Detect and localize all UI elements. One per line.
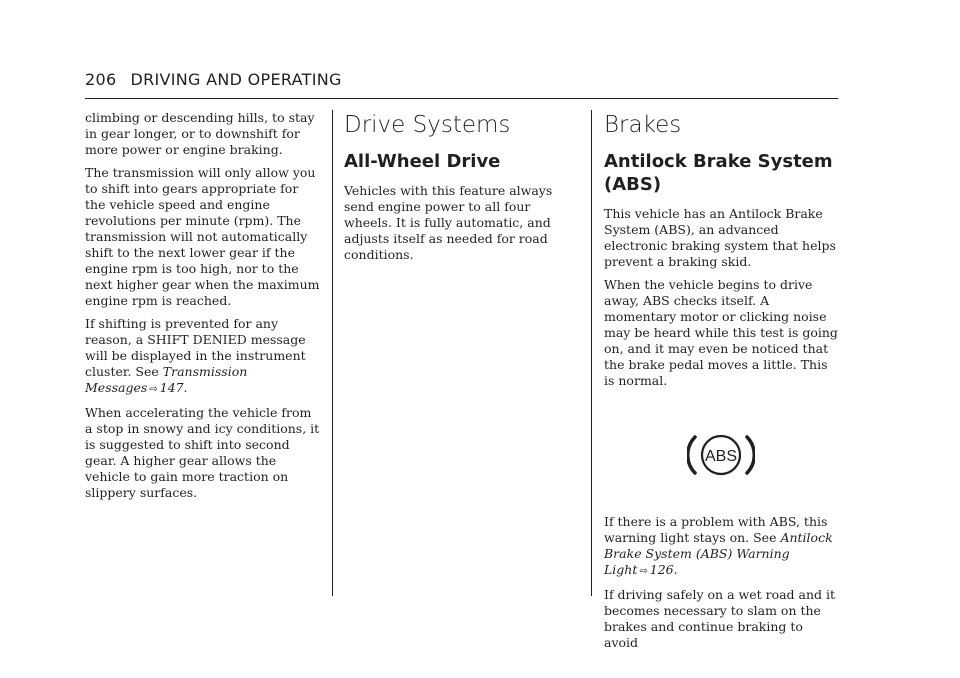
xref-page-number[interactable]: 126	[649, 562, 674, 577]
page-number: 206	[85, 70, 117, 89]
paragraph: Vehicles with this feature always send engine power to all four wheels. It is fully automatic, and adjusts itself as needed for road conditions.	[344, 183, 553, 262]
paragraph-with-xref	[85, 316, 321, 398]
column-2	[344, 110, 576, 270]
page-ref-arrow-icon: ⇨	[639, 566, 648, 577]
column-divider-2	[591, 110, 592, 596]
column-3	[604, 110, 838, 658]
paragraph: If driving safely on a wet road and it becomes necessary to slam on the brakes and continue braking to avoid	[604, 587, 836, 650]
xref-transmission-messages[interactable]: Transmission Messages	[85, 364, 248, 395]
column-divider-1	[332, 110, 333, 596]
page-ref-arrow-icon: ⇨	[149, 384, 158, 395]
subheading-abs: Antilock Brake System (ABS)	[604, 151, 833, 195]
paragraph-text: If shifting is prevented for any reason, a SHIFT DENIED message will be displayed in the instrument cluster. See	[85, 316, 306, 379]
xref-abs-warning-light[interactable]: Antilock Brake System (ABS) Warning Light	[604, 530, 833, 577]
paragraph: When accelerating the vehicle from a stop in snowy and icy conditions, it is suggested to shift into second gear. A higher gear allows the vehicle to gain more traction on slippery surfaces.	[85, 405, 320, 500]
column-1	[85, 110, 321, 508]
abs-icon-label: ABS	[704, 448, 738, 465]
paragraph: climbing or descending hills, to stay in gear longer, or to downshift for more power or engine braking.	[85, 110, 315, 157]
section-title: DRIVING AND OPERATING	[130, 70, 342, 89]
period: .	[183, 380, 188, 395]
paragraph-with-xref	[604, 514, 838, 580]
period: .	[673, 562, 678, 577]
section-heading-brakes: Brakes	[604, 112, 682, 138]
xref-page-number[interactable]: 147	[159, 380, 184, 395]
paragraph: This vehicle has an Antilock Brake System (ABS), an advanced electronic braking system that helps prevent a braking skid.	[604, 206, 836, 269]
page-header	[85, 70, 342, 89]
header-rule	[85, 98, 838, 99]
abs-icon-container	[604, 396, 838, 514]
section-heading-drive-systems: Drive Systems	[344, 112, 511, 138]
abs-warning-light-icon	[687, 430, 755, 480]
paragraph: The transmission will only allow you to shift into gears appropriate for the vehicle speed and engine revolutions per minute (rpm). The transmission will not automatically shift to the next lower gear if the engine rpm is too high, nor to the next higher gear when the maximum engine rpm is reached.	[85, 165, 320, 308]
subheading-all-wheel-drive: All-Wheel Drive	[344, 151, 501, 172]
paragraph-text: If there is a problem with ABS, this warning light stays on. See	[604, 514, 828, 545]
paragraph: When the vehicle begins to drive away, ABS checks itself. A momentary motor or clicking noise may be heard while this test is going on, and it may even be noticed that the brake pedal moves a little. This is normal.	[604, 277, 838, 388]
